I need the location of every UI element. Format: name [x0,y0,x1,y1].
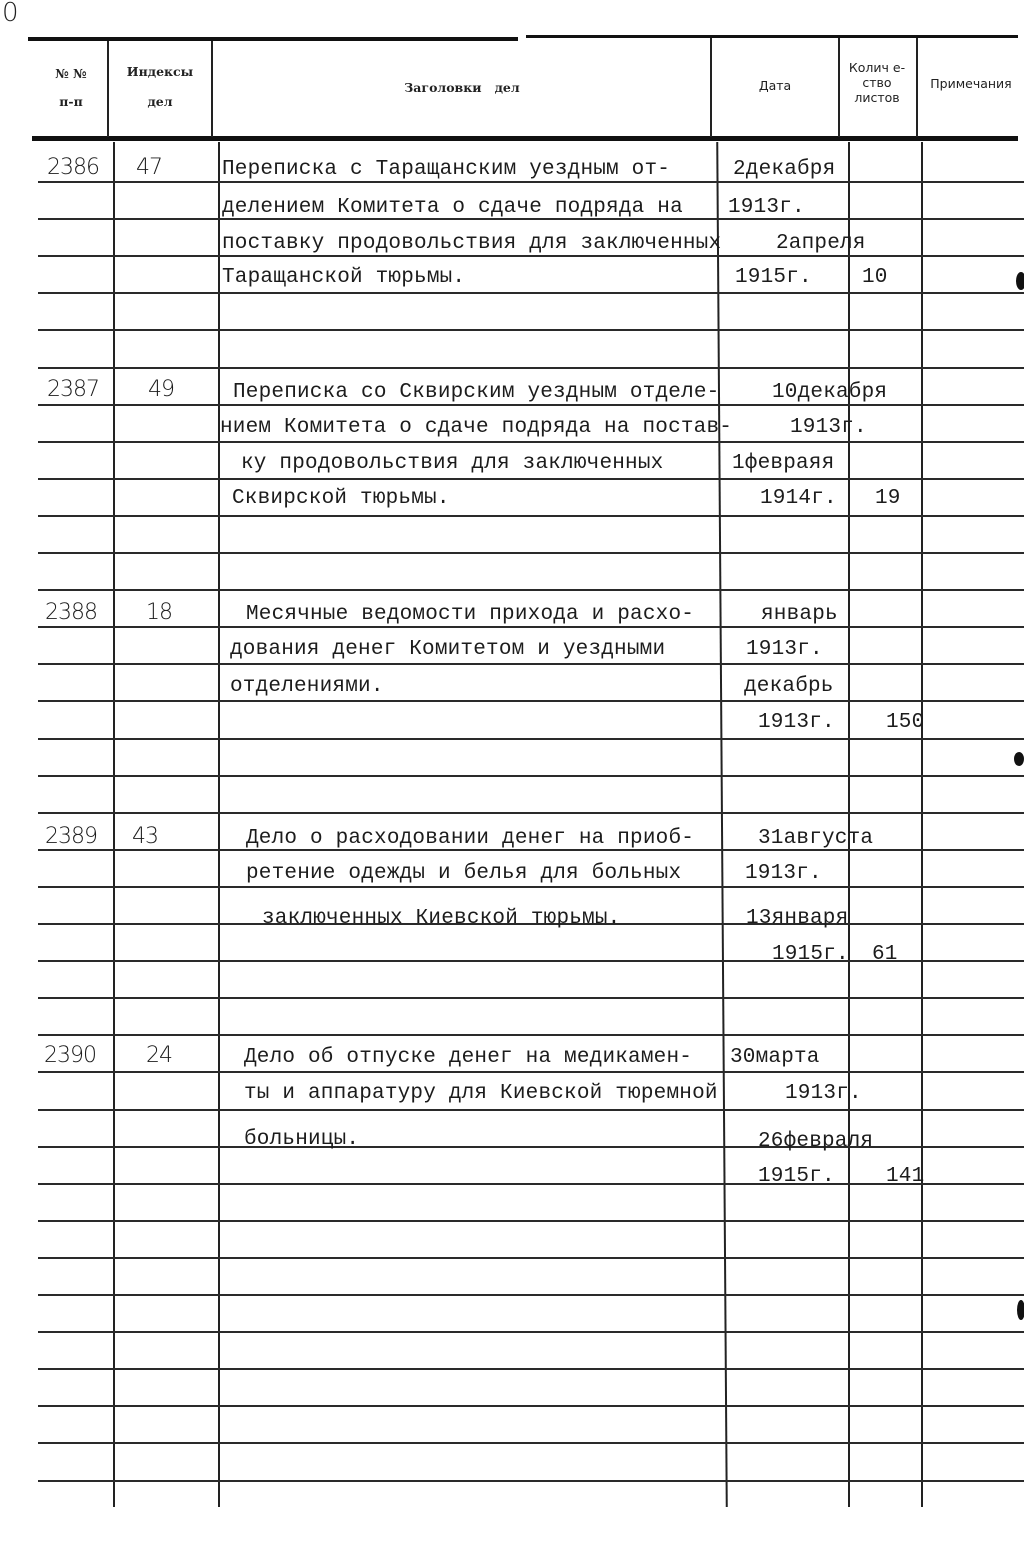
record-title-line: больницы. [244,1128,360,1151]
record-index: 49 [148,377,174,402]
ruled-line [38,552,1024,554]
table-top-rule-right [526,35,1018,38]
record-date-line: 1913г. [746,638,823,661]
ruled-line [38,1109,1024,1111]
record-date-line: 2апреля [776,232,866,255]
record-date-line: 30марта [730,1046,820,1069]
record-date-line: декабрь [744,675,834,698]
record-title-line: Переписка с Таращанским уездным от- [222,158,671,181]
ruled-line [38,997,1024,999]
ruled-line [38,886,1024,888]
ruled-line [38,1480,1024,1482]
record-title-line: заключенных Киевской тюрьмы. [262,907,621,930]
page-corner-mark: 0 [2,0,19,28]
record-num: 2388 [45,600,97,625]
record-title-line: делением Комитета о сдаче подряда на [222,196,683,219]
ruled-line [38,738,1024,740]
ruled-line [38,700,1024,702]
record-date-line: 1915г. [735,266,812,289]
ink-blot-mark [1016,272,1024,290]
ruled-line [38,515,1024,517]
record-title-line: Дело об отпуске денег на медикамен- [244,1046,693,1069]
header-sheets [838,60,916,105]
column-divider [921,142,923,1507]
record-date-line: 13января [746,907,849,930]
header-num-line1: № № [55,66,87,81]
record-num: 2386 [47,155,99,180]
record-date-line: 1914г. [760,487,837,510]
record-title-line: Месячные ведомости прихода и расхо- [246,603,695,626]
record-sheets: 61 [872,943,898,966]
record-date-line: 1915г. [772,943,849,966]
ruled-line [38,1331,1024,1333]
record-date-line: 1913г. [758,711,835,734]
header-notes: Примечания [930,76,1012,91]
ink-blot-mark [1014,752,1024,766]
ruled-line [38,1034,1024,1036]
ruled-line [38,1294,1024,1296]
record-title-line: дования денег Комитетом и уездными [230,638,666,661]
ruled-line [38,663,1024,665]
ruled-line [38,775,1024,777]
header-index [112,64,208,109]
ruled-line [38,1220,1024,1222]
record-index: 18 [146,600,172,625]
column-divider [218,142,220,1507]
record-date-line: 1февраяя [732,452,835,475]
ruled-line [38,1257,1024,1259]
record-index: 47 [136,155,162,180]
header-index-line1: Индексы [126,64,194,79]
record-date-line: 31августа [758,827,874,850]
ruled-line [38,292,1024,294]
record-index: 43 [132,824,158,849]
record-title-line: отделениями. [230,675,384,698]
header-divider [107,41,109,137]
record-index: 24 [146,1043,172,1068]
header-title: Заголовки дел [404,80,520,95]
ruled-line [38,812,1024,814]
record-date-line: 1913г. [785,1082,862,1105]
column-divider [113,142,115,1507]
record-title-line: Дело о расходовании денег на приоб- [246,827,695,850]
ruled-line [38,1442,1024,1444]
record-date-line: 1913г. [728,196,805,219]
record-sheets: 141 [886,1165,925,1188]
ruled-line [38,1071,1024,1073]
ruled-line [38,478,1024,480]
header-num-line2: п-п [59,93,83,109]
header-index-line2: дел [147,93,173,109]
ruled-line [38,367,1024,369]
ruled-line [38,441,1024,443]
header-date: Дата [758,78,792,93]
ruled-line [38,589,1024,591]
ruled-line [38,1368,1024,1370]
record-title-line: Сквирской тюрьмы. [232,487,450,510]
record-date-line: январь [761,603,838,626]
record-date-line: 1913г. [790,416,867,439]
record-title-line: поставку продовольствия для заключенных [222,232,722,255]
column-divider [716,142,727,1507]
ruled-line [38,1405,1024,1407]
header-sheets-line3: листов [854,90,900,105]
header-bottom-rule [32,136,1018,141]
record-title-line: ты и аппаратуру для Киевской тюремной [244,1082,718,1105]
ink-blot-mark [1017,1300,1024,1320]
column-divider [848,142,850,1507]
record-title-line: Переписка со Сквирским уездным отделе- [233,381,720,404]
record-title-line: ку продовольствия для заключенных [241,452,664,475]
record-date-line: 2декабря [733,158,836,181]
record-date-line: 1913г. [745,862,822,885]
ruled-line [38,1146,1024,1148]
record-sheets: 10 [862,266,888,289]
ruled-line [38,329,1024,331]
header-sheets-line2: ство [862,75,892,90]
record-date-line: 26февраля [758,1130,874,1153]
record-num: 2390 [44,1043,96,1068]
ruled-line [38,1183,1024,1185]
record-date-line: 10декабря [772,381,888,404]
header-num [36,66,106,109]
record-date-line: 1915г. [758,1165,835,1188]
record-title-line: ретение одежды и белья для больных [246,862,682,885]
header-sheets-line1: Колич е- [848,60,906,75]
table-top-rule [28,37,518,41]
record-sheets: 19 [875,487,901,510]
record-title-line: нием Комитета о сдаче подряда на постав- [220,416,733,439]
record-title-line: Таращанской тюрьмы. [222,266,466,289]
record-num: 2387 [47,377,99,402]
record-num: 2389 [45,824,97,849]
record-sheets: 150 [886,711,925,734]
